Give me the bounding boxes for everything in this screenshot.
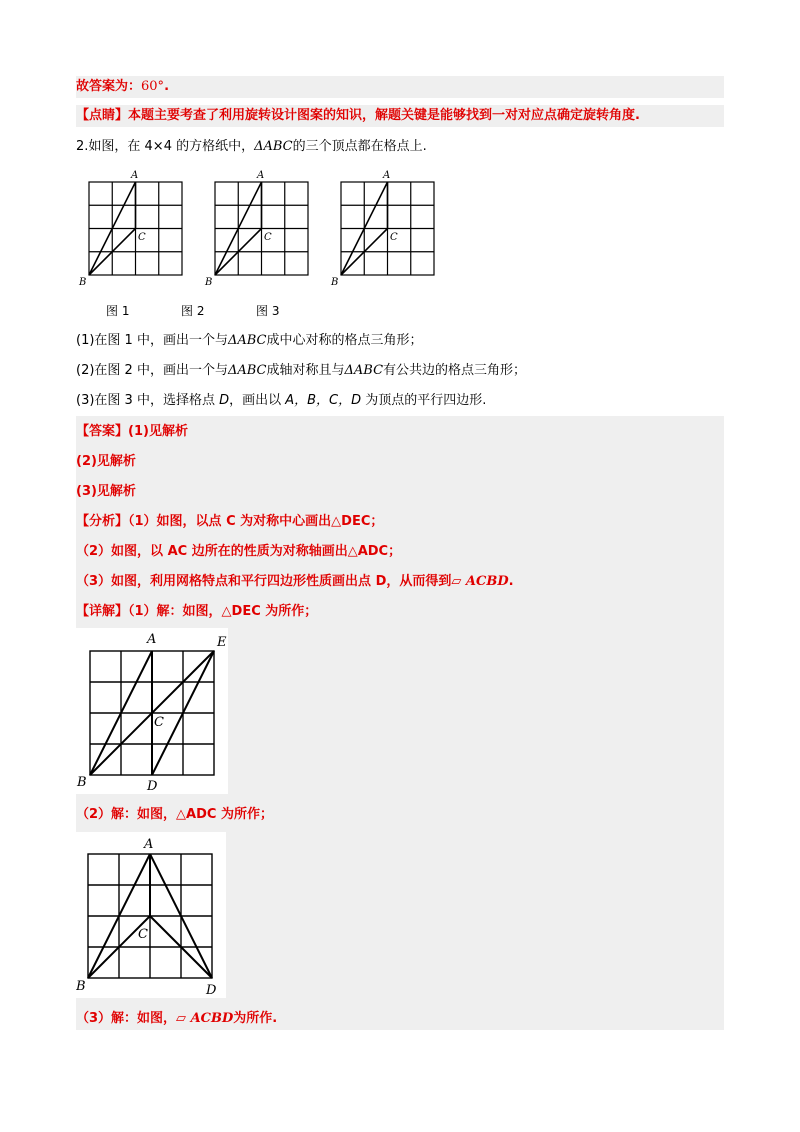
comment-text: 本题主要考查了利用旋转设计图案的知识，解题关键是能够找到一对对应点确定旋转角度. [128,108,640,123]
answer-tag: 【答案】 [76,424,129,439]
analysis-1: 【分析】（1）如图，以点 C 为对称中心画出△DEC； [76,514,384,529]
fig3-label-B: B [331,277,339,288]
figure-1 [78,170,182,288]
sol1-label-E: E [217,635,227,650]
sol2-label-D: D [206,983,217,998]
sol1-label-A: A [147,632,157,647]
figure-2-caption: 图 2 [181,304,205,318]
figure-1-caption: 图 1 [106,304,130,318]
sol2-label-C: C [138,927,148,942]
sol1-label-D: D [147,779,158,794]
analysis-tag: 【分析】 [76,514,129,529]
solution-figure-1 [76,628,228,794]
figure-2 [204,170,308,288]
figure-3 [330,170,434,288]
fig2-label-B: B [205,277,213,288]
detail-1: 【详解】（1）解：如图，△DEC 为所作； [76,604,318,619]
answer-1: 【答案】(1)见解析 [76,424,188,439]
figure-3-caption: 图 3 [256,304,280,318]
answer-end: . [164,79,170,94]
answer-3: (3)见解析 [76,484,136,499]
fig1-label-A: A [131,170,139,181]
solution-figure-2 [76,832,226,998]
sol2-label-A: A [144,837,154,852]
detail-2: （2）解：如图，△ADC 为所作； [76,807,273,822]
question-stem: 2.如图，在 4×4 的方格纸中，ΔABC的三个顶点都在格点上. [76,139,427,154]
fig3-label-C: C [390,232,398,243]
question-part-2: (2)在图 2 中，画出一个与ΔABC成轴对称且与ΔABC有公共边的格点三角形； [76,363,527,378]
analysis-3: （3）如图，利用网格特点和平行四边形性质画出点 D，从而得到▱ ACBD. [76,574,514,589]
fig3-label-A: A [383,170,391,181]
answer-2: (2)见解析 [76,454,136,469]
sol1-label-B: B [77,775,87,790]
question-part-3: (3)在图 3 中，选择格点 D，画出以 A，B，C，D 为顶点的平行四边形. [76,393,487,408]
analysis-2: （2）如图，以 AC 边所在的性质为对称轴画出△ADC； [76,544,402,559]
fig2-label-C: C [264,232,272,243]
answer-value: 60° [141,79,165,94]
comment-line [76,105,724,127]
detail-3: （3）解：如图，▱ ACBD为所作. [76,1011,278,1026]
fig1-label-B: B [79,277,87,288]
comment-tag: 【点睛】 [76,108,129,123]
answer-line [76,76,724,98]
question-part-1: (1)在图 1 中，画出一个与ΔABC成中心对称的格点三角形； [76,333,423,348]
answer-prefix: 故答案为： [76,79,142,94]
fig2-label-A: A [257,170,265,181]
sol2-label-B: B [76,979,86,994]
detail-tag: 【详解】 [76,604,129,619]
question-figures [76,162,456,292]
fig1-label-C: C [138,232,146,243]
sol1-label-C: C [154,715,164,730]
